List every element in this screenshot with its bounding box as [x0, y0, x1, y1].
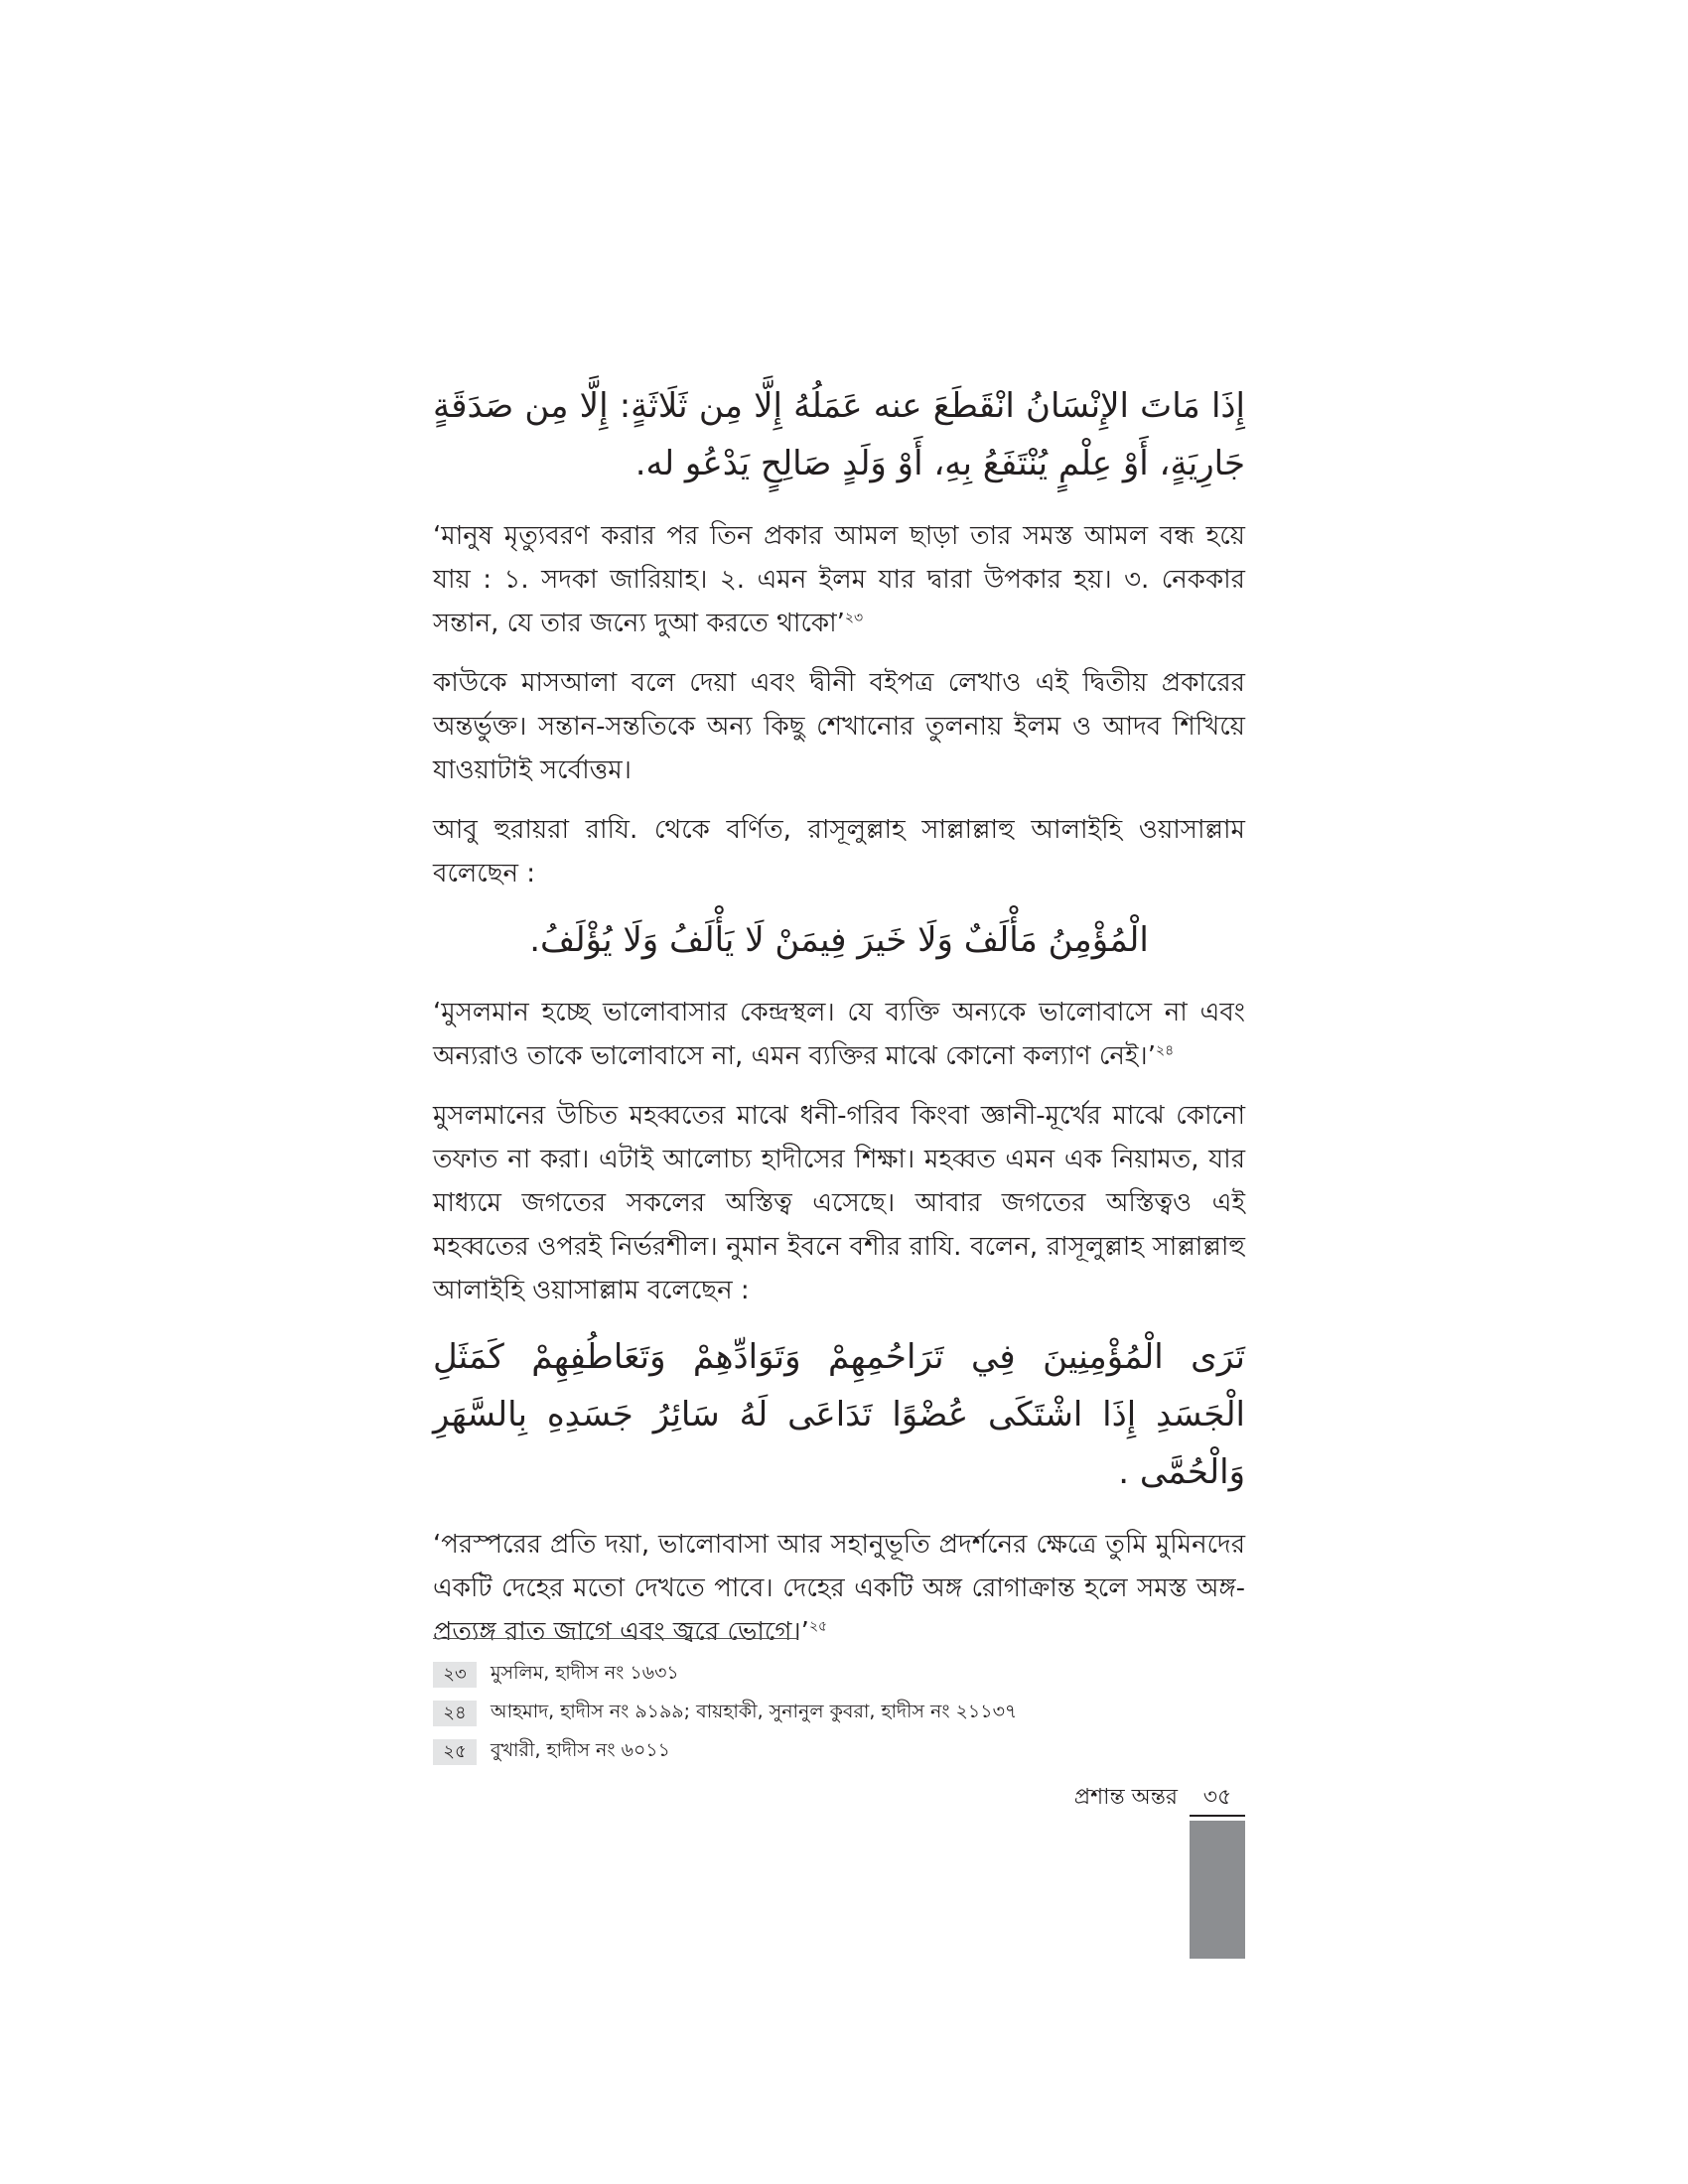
- footer-rule: [1190, 1815, 1245, 1817]
- book-title: প্রশান্ত অন্তর: [1073, 1785, 1178, 1810]
- page-body: [433, 377, 1245, 1670]
- translation-3-text: ‘পরস্পরের প্রতি দয়া, ভালোবাসা আর সহানুভূতি প্রদর্শনের ক্ষেত্রে তুমি মুমিনদের একটি দেহের মতো দেখতে পাবে। দেহের একটি অঙ্গ রোগাক্রান্ত হলে সমস্ত অঙ্গ-প্রত্যঙ্গ রাত জাগে এবং জ্বরে ভোগে।’: [433, 1530, 1245, 1647]
- running-footer: [1033, 1780, 1245, 1817]
- footnote-item: [433, 1735, 1245, 1769]
- paragraph-translation-3: [433, 1523, 1245, 1654]
- paragraph-5: মুসলমানের উচিত মহব্বতের মাঝে ধনী-গরিব কিংবা জ্ঞানী-মূর্খের মাঝে কোনো তফাত না করা। এটাই আলোচ্য হাদীসের শিক্ষা। মহব্বত এমন এক নিয়ামত, যার মাধ্যমে জগতের সকলের অস্তিত্ব এসেছে। আবার জগতের অস্তিত্বও এই মহব্বতের ওপরই নির্ভরশীল। নুমান ইবনে বশীর রাযি. বলেন, রাসূলুল্লাহ সাল্লাল্লাহু আলাইহি ওয়াসাল্লাম বলেছেন :: [433, 1101, 1245, 1305]
- paragraph-2: কাউকে মাসআলা বলে দেয়া এবং দ্বীনী বইপত্র লেখাও এই দ্বিতীয় প্রকারের অন্তর্ভুক্ত। সন্তান-সন্ততিকে অন্য কিছু শেখানোর তুলনায় ইলম ও আদব শিখিয়ে যাওয়াটাই সর্বোত্তম।: [433, 668, 1245, 785]
- translation-2-text: ‘মুসলমান হচ্ছে ভালোবাসার কেন্দ্রস্থল। যে ব্যক্তি অন্যকে ভালোবাসে না এবং অন্যরাও তাকে ভালোবাসে না, এমন ব্যক্তির মাঝে কোনো কল্যাণ নেই।’: [433, 998, 1245, 1071]
- arabic-hadith-2: الْمُؤْمِنُ مَأْلَفٌ وَلَا خَيرَ فِيمَنْ لَا يَأْلَفُ وَلَا يُؤْلَفُ.: [529, 920, 1149, 960]
- footnotes: [433, 1658, 1245, 1774]
- paragraph-translation-2: [433, 991, 1245, 1078]
- paragraph-3: আবু হুরায়রা রাযি. থেকে বর্ণিত, রাসূলুল্লাহ সাল্লাল্লাহু আলাইহি ওয়াসাল্লাম বলেছেন :: [433, 815, 1245, 888]
- translation-1-text: ‘মানুষ মৃত্যুবরণ করার পর তিন প্রকার আমল ছাড়া তার সমস্ত আমল বন্ধ হয়ে যায় : ১. সদকা জারিয়াহ। ২. এমন ইলম যার দ্বারা উপকার হয়। ৩. নেককার সন্তান, যে তার জন্যে দুআ করতে থাকো’: [433, 521, 1245, 638]
- arabic-hadith-1: إِذَا مَاتَ الإِنْسَانُ انْقَطَعَ عنه عَمَلُهُ إِلَّا مِن ثَلَاثَةٍ: إِلَّا مِن صَدَقَةٍ جَارِيَةٍ، أَوْ عِلْمٍ يُنْتَفَعُ بِهِ، أَوْ وَلَدٍ صَالِحٍ يَدْعُو له.: [433, 386, 1245, 483]
- paragraph-translation-1: [433, 514, 1245, 645]
- footnote-item: [433, 1658, 1245, 1692]
- arabic-hadith-3: تَرَى الْمُؤْمِنِينَ فِي تَرَاحُمِهِمْ وَتَوَادِّهِمْ وَتَعَاطُفِهِمْ كَمَثَلِ الْجَسَدِ إِذَا اشْتَكَى عُضْوًا تَدَاعَى لَهُ سَائِرُ جَسَدِهِ بِالسَّهَرِ وَالْحُمَّى .: [433, 1337, 1245, 1492]
- footnote-number: ২৩: [433, 1662, 477, 1688]
- footnote-ref-23[interactable]: ২৩: [844, 610, 864, 626]
- footnote-text: মুসলিম, হাদীস নং ১৬৩১: [491, 1662, 679, 1684]
- footnote-ref-24[interactable]: ২৪: [1156, 1042, 1175, 1059]
- footnote-text: বুখারী, হাদীস নং ৬০১১: [491, 1739, 670, 1761]
- footnote-ref-25[interactable]: ২৫: [808, 1618, 828, 1635]
- footnote-item: [433, 1697, 1245, 1730]
- footnote-number: ২৫: [433, 1739, 477, 1765]
- footnote-text: আহমাদ, হাদীস নং ৯১৯৯; বায়হাকী, সুনানুল কুবরা, হাদীস নং ২১১৩৭: [491, 1701, 1018, 1722]
- thumb-tab: [1190, 1821, 1245, 1959]
- footnote-divider: [433, 1638, 798, 1639]
- footnote-number: ২৪: [433, 1701, 477, 1726]
- page-number: ৩৫: [1202, 1785, 1232, 1810]
